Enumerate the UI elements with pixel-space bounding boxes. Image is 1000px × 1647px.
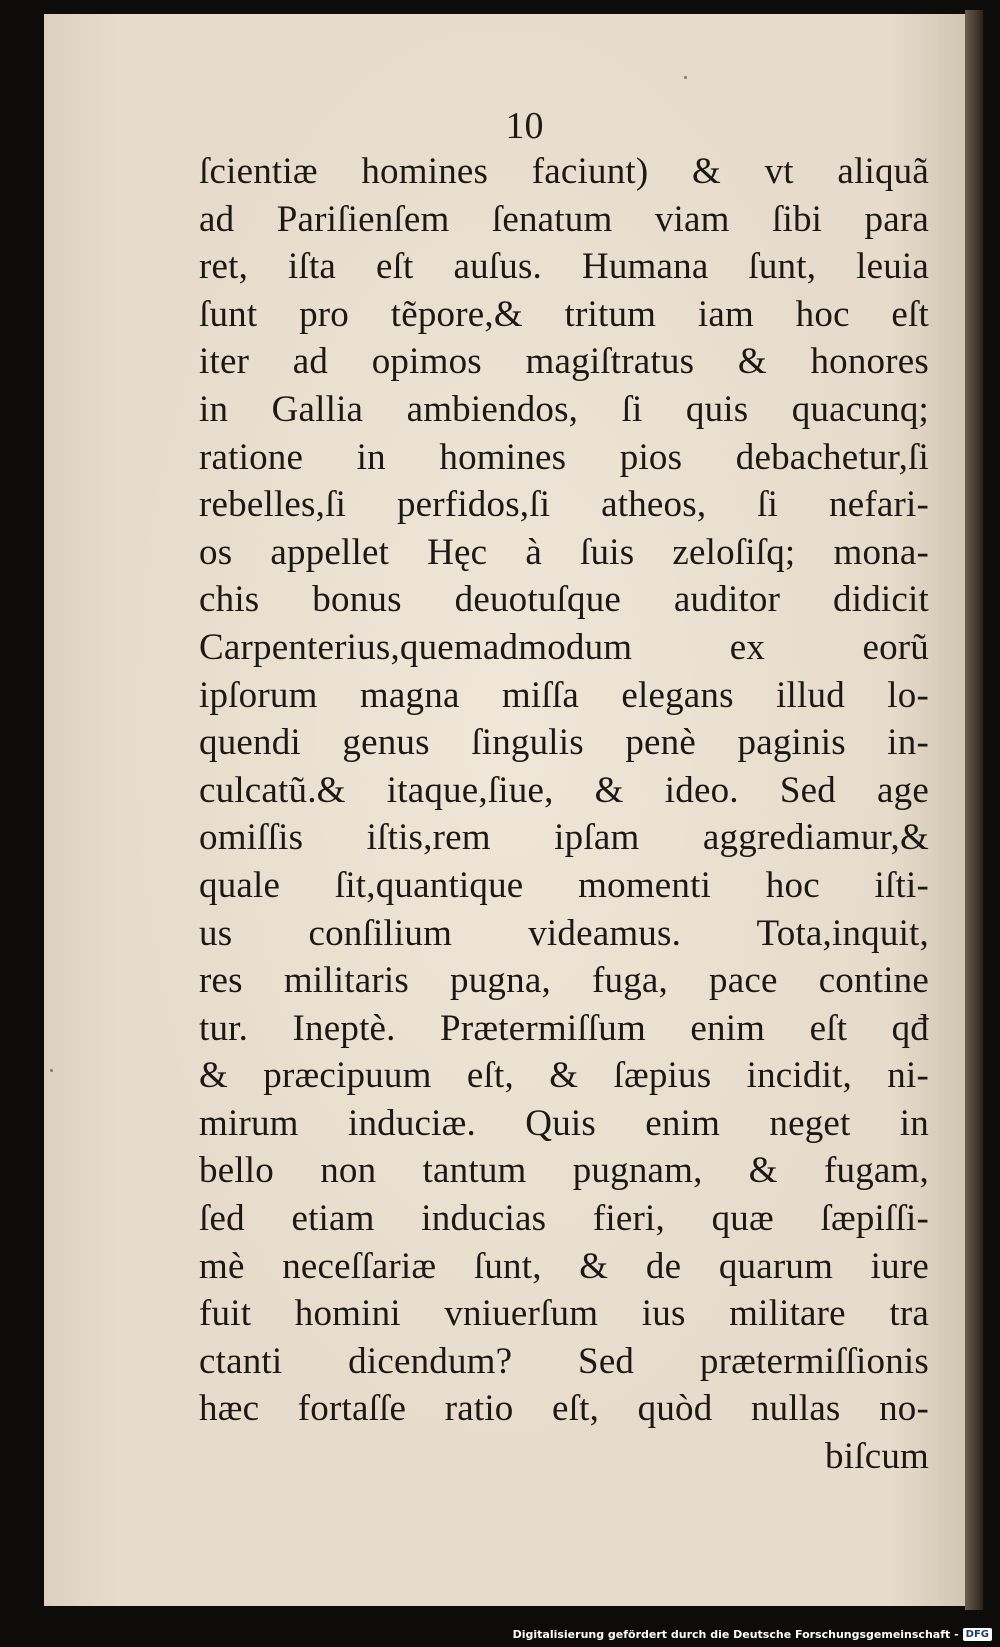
text-line: bello non tantum pugnam, & fugam, [199,1150,929,1192]
text-line: iter ad opimos magiſtratus & honores [199,341,929,383]
text-line: ſcientiæ homines faciunt) & vt aliquã [199,151,929,192]
text-line: os appellet Hęc à ſuis zeloſiſq; mona- [199,531,929,573]
text-line: ratione in homines pios debachetur,ſi [199,436,929,478]
page-number: 10 [505,105,544,147]
text-line: hæc fortaſſe ratio eſt, quòd nullas no- [199,1388,929,1430]
text-line: ad Pariſienſem ſenatum viam ſibi para [199,198,929,240]
text-line: quendi genus ſingulis penè paginis in- [199,722,929,764]
text-line: res militaris pugna, fuga, pace contine [199,960,929,1002]
text-line: chis bonus deuotuſque auditor didicit [199,579,929,621]
text-line: ret, iſta eſt auſus. Humana ſunt, leuia [199,246,929,288]
text-line: fuit homini vniuerſum ius militare tra [199,1293,929,1335]
text-line: in Gallia ambiendos, ſi quis quacunq; [199,388,929,430]
text-line: mirum induciæ. Quis enim neget in [199,1102,929,1144]
text-line: quale ſit,quantique momenti hoc iſti- [199,864,929,906]
text-line: mè neceſſariæ ſunt, & de quarum iure [199,1245,929,1287]
text-line: ſed etiam inducias fieri, quæ ſæpiſſi- [199,1198,929,1240]
paper-speck [50,1069,53,1072]
text-line: Carpenterius,quemadmodum ex eorũ [199,626,929,668]
text-line: us conſilium videamus. Tota,inquit, [199,912,929,954]
text-line: rebelles,ſi perfidos,ſi atheos, ſi nefari- [199,484,929,526]
body-text [199,148,929,1481]
text-line: ſunt pro tẽpore,& tritum iam hoc eſt [199,293,929,335]
digitization-credit [513,1623,992,1645]
text-line: culcatũ.& itaque,ſiue, & ideo. Sed age [199,769,929,811]
book-edge [965,10,983,1610]
text-line: ctanti dicendum? Sed prætermiſſionis [199,1340,929,1382]
paper-speck [684,76,687,79]
text-line: ipſorum magna miſſa elegans illud lo- [199,674,929,716]
text-line: omiſſis iſtis,rem ipſam aggrediamur,& [199,817,929,859]
text-line: tur. Ineptè. Prætermiſſum enim eſt qđ [199,1007,929,1049]
dfg-logo: DFG [963,1628,992,1641]
text-line: & præcipuum eſt, & ſæpius incidit, ni- [199,1055,929,1097]
text-line: biſcum [825,1436,929,1478]
credit-text: Digitalisierung gefördert durch die Deutsche Forschungsgemeinschaft - [512,1627,959,1641]
